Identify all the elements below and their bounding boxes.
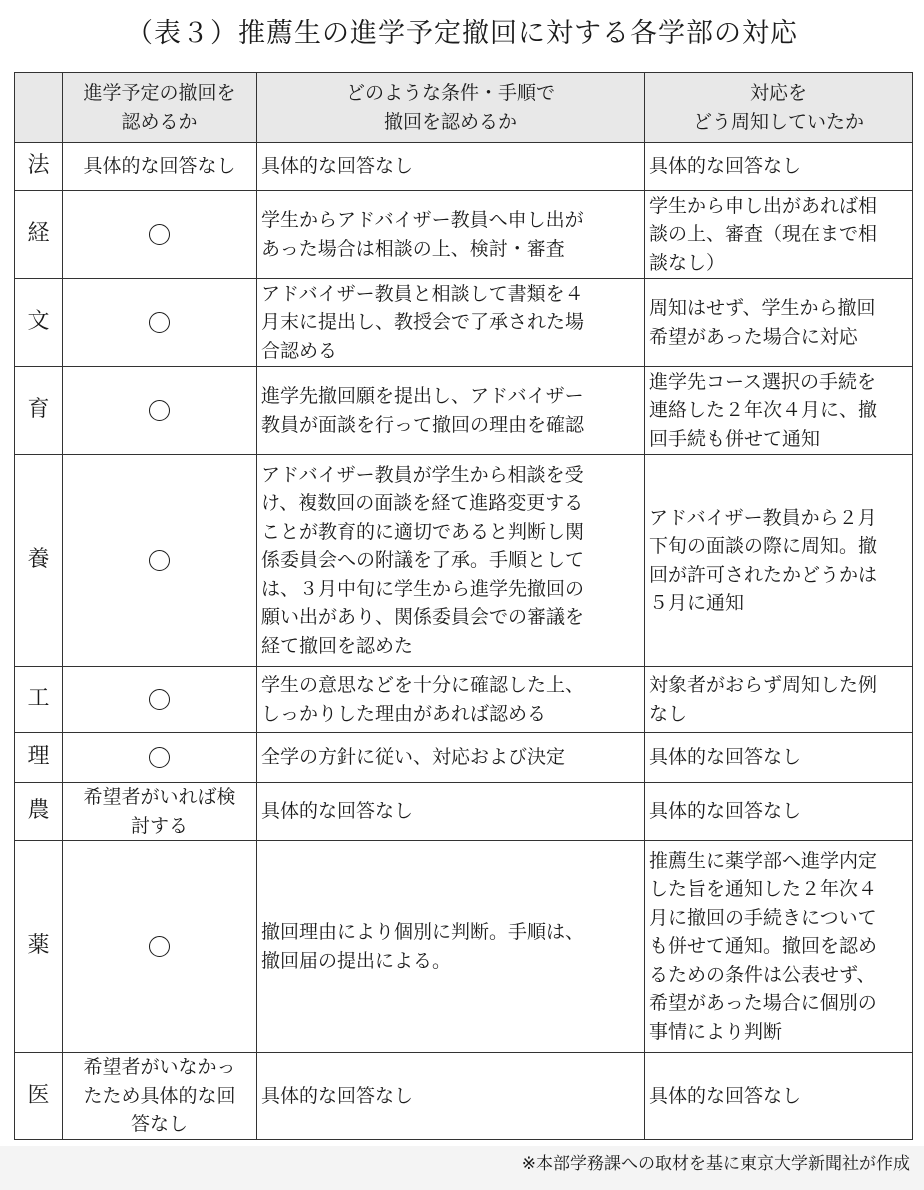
table-row: [15, 143, 913, 191]
accept-cell: [63, 841, 257, 1053]
table-row: [15, 733, 913, 783]
faculty-cell: 医: [15, 1053, 63, 1140]
faculty-cell: 文: [15, 279, 63, 367]
faculty-response-table: [14, 72, 913, 1140]
accept-cell: 希望者がいれば検 討する: [63, 783, 257, 841]
notice-cell: アドバイザー教員から２月 下旬の面談の際に周知。撤 回が許可されたかどうかは ５月に通知: [645, 455, 913, 667]
accept-cell: 希望者がいなかっ たため具体的な回 答なし: [63, 1053, 257, 1140]
table-row: [15, 783, 913, 841]
table-row: [15, 667, 913, 733]
table-row: [15, 841, 913, 1053]
header-accept: 進学予定の撤回を 認めるか: [63, 73, 257, 143]
condition-cell: 具体的な回答なし: [257, 1053, 645, 1140]
header-condition: どのような条件・手順で 撤回を認めるか: [257, 73, 645, 143]
table-row: [15, 279, 913, 367]
accept-cell: [63, 279, 257, 367]
source-note: ※本部学務課への取材を基に東京大学新聞社が作成: [310, 1150, 910, 1178]
condition-cell: 学生からアドバイザー教員へ申し出が あった場合は相談の上、検討・審査: [257, 191, 645, 279]
table-row: [15, 455, 913, 667]
circle-mark-icon: [149, 224, 170, 245]
notice-cell: 進学先コース選択の手続を 連絡した２年次４月に、撤 回手続も併せて通知: [645, 367, 913, 455]
table-row: [15, 1053, 913, 1140]
faculty-cell: 薬: [15, 841, 63, 1053]
circle-mark-icon: [149, 747, 170, 768]
faculty-cell: 育: [15, 367, 63, 455]
notice-cell: 推薦生に薬学部へ進学内定 した旨を通知した２年次４ 月に撤回の手続きについて も併せて通知。撤回を認め るための条件は公表せず、 希望があった場合に個別の 事情により判断: [645, 841, 913, 1053]
faculty-cell: 法: [15, 143, 63, 191]
accept-cell: [63, 191, 257, 279]
accept-cell: [63, 733, 257, 783]
header-faculty: [15, 73, 63, 143]
faculty-cell: 養: [15, 455, 63, 667]
faculty-cell: 農: [15, 783, 63, 841]
notice-cell: 学生から申し出があれば相 談の上、審査（現在まで相 談なし）: [645, 191, 913, 279]
header-notice: 対応を どう周知していたか: [645, 73, 913, 143]
condition-cell: 撤回理由により個別に判断。手順は、 撤回届の提出による。: [257, 841, 645, 1053]
header-row: [15, 73, 913, 143]
table-row: [15, 191, 913, 279]
faculty-cell: 経: [15, 191, 63, 279]
condition-cell: 進学先撤回願を提出し、アドバイザー 教員が面談を行って撤回の理由を確認: [257, 367, 645, 455]
notice-cell: 具体的な回答なし: [645, 143, 913, 191]
condition-cell: 具体的な回答なし: [257, 143, 645, 191]
notice-cell: 具体的な回答なし: [645, 1053, 913, 1140]
circle-mark-icon: [149, 400, 170, 421]
circle-mark-icon: [149, 689, 170, 710]
notice-cell: 具体的な回答なし: [645, 733, 913, 783]
faculty-cell: 理: [15, 733, 63, 783]
accept-cell: 具体的な回答なし: [63, 143, 257, 191]
circle-mark-icon: [149, 312, 170, 333]
circle-mark-icon: [149, 936, 170, 957]
condition-cell: アドバイザー教員と相談して書類を４ 月末に提出し、教授会で了承された場 合認める: [257, 279, 645, 367]
table-title: （表３）推薦生の進学予定撤回に対する各学部の対応: [126, 18, 798, 49]
accept-cell: [63, 667, 257, 733]
faculty-cell: 工: [15, 667, 63, 733]
notice-cell: 周知はせず、学生から撤回 希望があった場合に対応: [645, 279, 913, 367]
condition-cell: アドバイザー教員が学生から相談を受 け、複数回の面談を経て進路変更する ことが教育的に適切であると判断し関 係委員会への附議を了承。手順として は、３月中旬に学生から進学先撤回の 願い出があり、関係委員会での審議を 経て撤回を認めた: [257, 455, 645, 667]
condition-cell: 学生の意思などを十分に確認した上、 しっかりした理由があれば認める: [257, 667, 645, 733]
accept-cell: [63, 455, 257, 667]
condition-cell: 具体的な回答なし: [257, 783, 645, 841]
notice-cell: 対象者がおらず周知した例 なし: [645, 667, 913, 733]
notice-cell: 具体的な回答なし: [645, 783, 913, 841]
table-row: [15, 367, 913, 455]
condition-cell: 全学の方針に従い、対応および決定: [257, 733, 645, 783]
accept-cell: [63, 367, 257, 455]
circle-mark-icon: [149, 550, 170, 571]
